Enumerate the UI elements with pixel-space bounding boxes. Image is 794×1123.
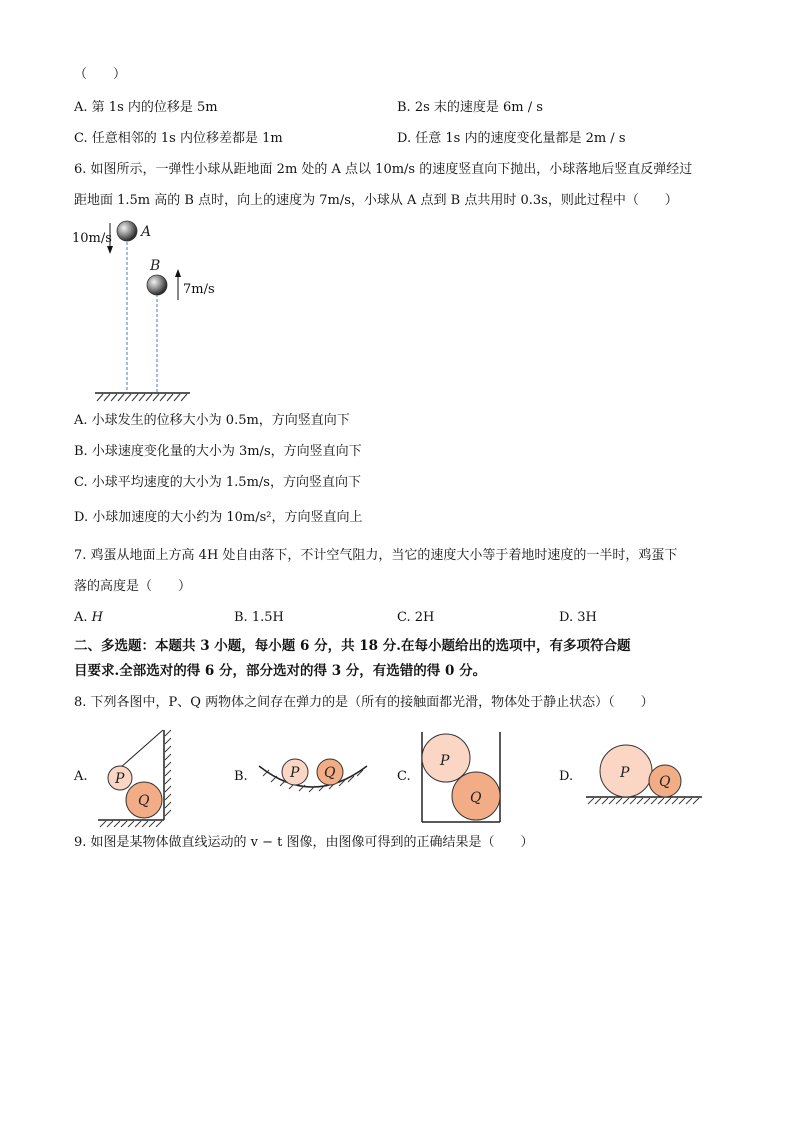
q7-option-a: A. H <box>74 610 104 625</box>
label-p: P <box>620 765 630 781</box>
velocity-down-label: 10m/s <box>72 231 112 246</box>
q8-panel-b-letter: B. <box>234 769 248 784</box>
velocity-up-label: 7m/s <box>183 282 215 297</box>
label-q: Q <box>324 765 336 781</box>
q8-panel-d-letter: D. <box>559 769 574 784</box>
q7-option-b: B. 1.5H <box>234 610 284 625</box>
q8-panel-a-letter: A. <box>74 769 88 784</box>
label-q: Q <box>659 774 671 790</box>
q6-option-c: C. 小球平均速度的大小为 1.5m/s，方向竖直向下 <box>74 475 361 490</box>
label-p: P <box>115 771 125 787</box>
q7-option-d: D. 3H <box>559 610 597 625</box>
section2-header-line1: 二、多选题：本题共 3 小题，每小题 6 分，共 18 分.在每小题给出的选项中，有多项符合题 <box>74 638 631 654</box>
string <box>120 730 163 768</box>
q8-panel-c-figure <box>418 730 508 826</box>
q6-option-a: A. 小球发生的位移大小为 0.5m，方向竖直向下 <box>74 413 350 428</box>
q8-panel-a-figure <box>96 728 176 828</box>
q9-stem: 9. 如图是某物体做直线运动的 v − t 图像，由图像可得到的正确结果是（ ） <box>74 835 534 850</box>
ball-b <box>147 275 167 295</box>
q6-stem-line1: 6. 如图所示，一弹性小球从距地面 2m 处的 A 点以 10m/s 的速度竖直向下抛出，小球落地后竖直反弹经过 <box>74 162 693 177</box>
ball-a <box>117 221 137 241</box>
ground-hatching <box>97 394 187 401</box>
q5-paren: （ ） <box>74 67 127 82</box>
q6-stem-line2: 距地面 1.5m 高的 B 点时，向上的速度为 7m/s，小球从 A 点到 B 点共用时 0.3s，则此过程中（ ） <box>74 193 678 208</box>
label-q: Q <box>470 790 482 806</box>
label-p: P <box>290 765 300 781</box>
label-p: P <box>440 753 450 769</box>
label-a: A <box>141 224 152 240</box>
q5-option-c: C. 任意相邻的 1s 内位移差都是 1m <box>74 131 283 146</box>
label-b: B <box>150 258 161 274</box>
q6-option-d: D. 小球加速度的大小约为 10m/s²，方向竖直向上 <box>74 510 363 525</box>
q8-stem: 8. 下列各图中，P、Q 两物体之间存在弹力的是（所有的接触面都光滑，物体处于静止状态）（ ） <box>74 695 654 710</box>
q5-option-b: B. 2s 末的速度是 6m / s <box>397 100 543 115</box>
q8-panel-d-figure <box>584 745 708 807</box>
q5-option-d: D. 任意 1s 内的速度变化量都是 2m / s <box>397 131 626 146</box>
q6-figure <box>70 218 230 408</box>
q8-panel-c-letter: C. <box>397 769 411 784</box>
q7-option-c: C. 2H <box>397 610 435 625</box>
q8-panel-b-figure <box>257 752 377 802</box>
q6-option-b: B. 小球速度变化量的大小为 3m/s，方向竖直向下 <box>74 444 362 459</box>
q7-stem-line1: 7. 鸡蛋从地面上方高 4H 处自由落下，不计空气阻力，当它的速度大小等于着地时速度的一半时，鸡蛋下 <box>74 548 678 563</box>
q7-stem-line2: 落的高度是（ ） <box>74 579 192 594</box>
q5-option-a: A. 第 1s 内的位移是 5m <box>74 100 218 115</box>
label-q: Q <box>138 793 150 809</box>
section2-header-line2: 目要求.全部选对的得 6 分，部分选对的得 3 分，有选错的得 0 分。 <box>74 663 487 679</box>
